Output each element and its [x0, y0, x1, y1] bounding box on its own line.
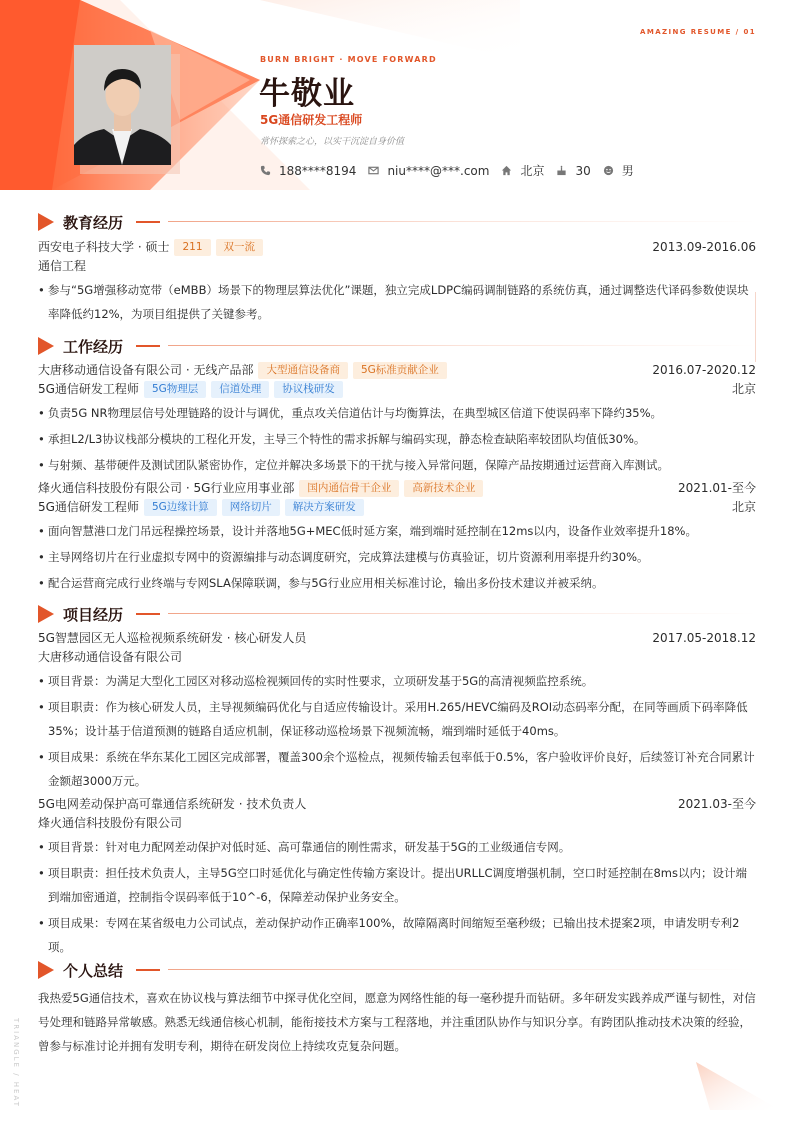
section-divider — [168, 613, 756, 614]
role-name: 5G通信研发工程师 — [38, 382, 139, 396]
job-title: 5G通信研发工程师 — [260, 113, 363, 127]
side-decoration-text: TRIANGLE / HEAT — [12, 1018, 20, 1108]
project-org: 烽火通信科技股份有限公司 — [38, 816, 183, 830]
list-item: • 主导网络切片在行业虚拟专网中的资源编排与动态调度研究，完成算法建模与仿真验证，切片资源利用率提升约30%。 — [38, 545, 756, 569]
section-header — [38, 334, 756, 358]
job-bullets — [38, 401, 756, 477]
gender-text: 男 — [621, 164, 634, 178]
summary-text: 我热爱5G通信技术，喜欢在协议栈与算法细节中探寻优化空间，愿意为网络性能的每一毫秒提升而钻研。多年研发实践养成严谨与韧性，对信号处理和链路异常敏感。熟悉无线通信核心机制，能衔接技术方案与工程落地，并注重团队协作与知识分享。有跨团队推动技术决策的经验，曾参与标准讨论并拥有发明专利，期待在研发岗位上持续攻克复杂问题。 — [38, 991, 756, 1053]
company-row — [38, 479, 756, 498]
contact-gender — [603, 162, 634, 179]
list-item: • 负责5G NR物理层信号处理链路的设计与调优，重点攻关信道估计与均衡算法，在典型城区信道下使误码率下降约35%。 — [38, 401, 756, 425]
section-divider — [168, 969, 756, 970]
page-number-tag: AMAZING RESUME / 01 — [640, 28, 756, 36]
company-name: 大唐移动通信设备有限公司 · 无线产品部 — [38, 363, 254, 377]
company-tag: 高新技术企业 — [404, 480, 483, 497]
email-text: niu****@***.com — [387, 163, 490, 178]
role-name: 5G通信研发工程师 — [38, 500, 139, 514]
contact-email[interactable] — [368, 164, 489, 178]
triangle-bullet-icon — [38, 213, 54, 231]
role-row — [38, 380, 756, 399]
list-item: • 项目成果：专网在某省级电力公司试点，差动保护动作正确率100%，故障隔离时间缩短至毫秒级；已输出技术提案2项，申请发明专利2项。 — [38, 911, 756, 959]
school-tag: 211 — [174, 239, 210, 256]
contact-bar — [260, 162, 646, 179]
candidate-name: 牛敬业 — [259, 76, 355, 112]
profile-photo — [74, 45, 171, 165]
role-tag: 解决方案研发 — [285, 499, 364, 516]
project-row — [38, 795, 756, 814]
contact-phone[interactable] — [260, 164, 356, 178]
summary-section — [38, 958, 756, 1058]
role-tag: 5G物理层 — [144, 381, 206, 398]
company-tag: 5G标准贡献企业 — [353, 362, 447, 379]
list-item: • 项目背景：为满足大型化工园区对移动巡检视频回传的实时性要求，立项研发基于5G的高清视频监控系统。 — [38, 669, 756, 693]
role-tag: 信道处理 — [211, 381, 269, 398]
role-tag: 协议栈研发 — [274, 381, 343, 398]
work-section — [38, 334, 756, 597]
phone-text: 188****8194 — [279, 163, 357, 178]
list-item: • 参与“5G增强移动宽带（eMBB）场景下的物理层算法优化”课题，独立完成LDPC编码调制链路的系统仿真，通过调整迭代译码参数使误块率降低约12%，为项目组提供了关键参考。 — [38, 278, 756, 326]
project-date: 2021.03-至今 — [678, 797, 756, 811]
footer-triangle-decoration — [690, 1060, 790, 1120]
education-section — [38, 210, 756, 328]
company-row — [38, 361, 756, 380]
projects-section — [38, 602, 756, 961]
header-slogan: BURN BRIGHT · MOVE FORWARD — [260, 55, 437, 64]
section-title: 个人总结 — [63, 962, 124, 980]
project-org: 大唐移动通信设备有限公司 — [38, 650, 183, 664]
section-dash — [136, 613, 160, 615]
project-name: 5G电网差动保护高可靠通信系统研发 · 技术负责人 — [38, 797, 307, 811]
section-header — [38, 958, 756, 982]
age-text: 30 — [575, 163, 591, 178]
list-item: • 项目背景：针对电力配网差动保护对低时延、高可靠通信的刚性需求，研发基于5G的工业级通信专网。 — [38, 835, 756, 859]
company-tag: 大型通信设备商 — [258, 362, 348, 379]
project-bullets — [38, 835, 756, 959]
project-row — [38, 629, 756, 648]
triangle-bullet-icon — [38, 961, 54, 979]
company-name: 烽火通信科技股份有限公司 · 5G行业应用事业部 — [38, 481, 295, 495]
list-item: • 配合运营商完成行业终端与专网SLA保障联调，参与5G行业应用相关标准讨论，输出多份技术建议并被采纳。 — [38, 571, 756, 595]
role-row — [38, 498, 756, 517]
section-dash — [136, 345, 160, 347]
list-item: • 与射频、基带硬件及测试团队紧密协作，定位并解决多场景下的干扰与接入异常问题，保障产品按期通过运营商入库测试。 — [38, 453, 756, 477]
list-item: • 项目职责：担任技术负责人，主导5G空口时延优化与确定性传输方案设计。提出URLLC调度增强机制，空口时延控制在8ms以内；设计端到端加密通道，控制指令误码率低于10^-6，保障差动保护业务安全。 — [38, 861, 756, 909]
school-tag: 双一流 — [216, 239, 264, 256]
city-text: 北京 — [520, 164, 545, 178]
role-tag: 网络切片 — [222, 499, 280, 516]
triangle-bullet-icon — [38, 605, 54, 623]
list-item: • 面向智慧港口龙门吊远程操控场景，设计并落地5G+MEC低时延方案，端到端时延控制在12ms以内，设备作业效率提升18%。 — [38, 519, 756, 543]
education-bullets — [38, 278, 756, 326]
phone-icon — [260, 165, 271, 176]
section-divider — [168, 345, 756, 346]
section-dash — [136, 969, 160, 971]
section-divider — [168, 221, 756, 222]
school-name: 西安电子科技大学 · 硕士 — [38, 240, 170, 254]
job-location: 北京 — [731, 500, 756, 514]
education-date: 2013.09-2016.06 — [652, 240, 756, 254]
contact-city — [501, 162, 544, 179]
project-date: 2017.05-2018.12 — [652, 631, 756, 645]
section-dash — [136, 221, 160, 223]
company-tag: 国内通信骨干企业 — [299, 480, 399, 497]
job-date: 2016.07-2020.12 — [652, 363, 756, 377]
cake-icon — [556, 165, 567, 176]
education-row — [38, 238, 756, 257]
role-tag: 5G边缘计算 — [144, 499, 217, 516]
section-title: 项目经历 — [63, 606, 124, 624]
project-name: 5G智慧园区无人巡检视频系统研发 · 核心研发人员 — [38, 631, 307, 645]
job-bullets — [38, 519, 756, 595]
home-icon — [501, 165, 512, 176]
section-title: 教育经历 — [63, 214, 124, 232]
job-location: 北京 — [731, 382, 756, 396]
major: 通信工程 — [38, 259, 87, 273]
project-bullets — [38, 669, 756, 793]
list-item: • 承担L2/L3协议栈部分模块的工程化开发，主导三个特性的需求拆解与编码实现，静态检查缺陷率较团队均值低30%。 — [38, 427, 756, 451]
motto: 常怀探索之心，以实干沉淀自身价值 — [260, 137, 405, 147]
list-item: • 项目成果：系统在华东某化工园区完成部署，覆盖300余个巡检点，视频传输丢包率低于0.5%，客户验收评价良好，后续签订补充合同累计金额超3000万元。 — [38, 745, 756, 793]
contact-age — [556, 164, 590, 178]
job-date: 2021.01-至今 — [678, 481, 756, 495]
list-item: • 项目职责：作为核心研发人员，主导视频编码优化与自适应传输设计。采用H.265/HEVC编码及ROI动态码率分配，在同等画质下码率降低35%；设计基于信道预测的链路自适应机制，保证移动巡检场景下视频流畅，端到端时延低于40ms。 — [38, 695, 756, 743]
mail-icon — [368, 165, 379, 176]
right-edge-line — [755, 292, 756, 362]
triangle-bullet-icon — [38, 337, 54, 355]
section-header — [38, 602, 756, 626]
section-title: 工作经历 — [63, 338, 124, 356]
gender-icon — [603, 165, 614, 176]
section-header — [38, 210, 756, 234]
